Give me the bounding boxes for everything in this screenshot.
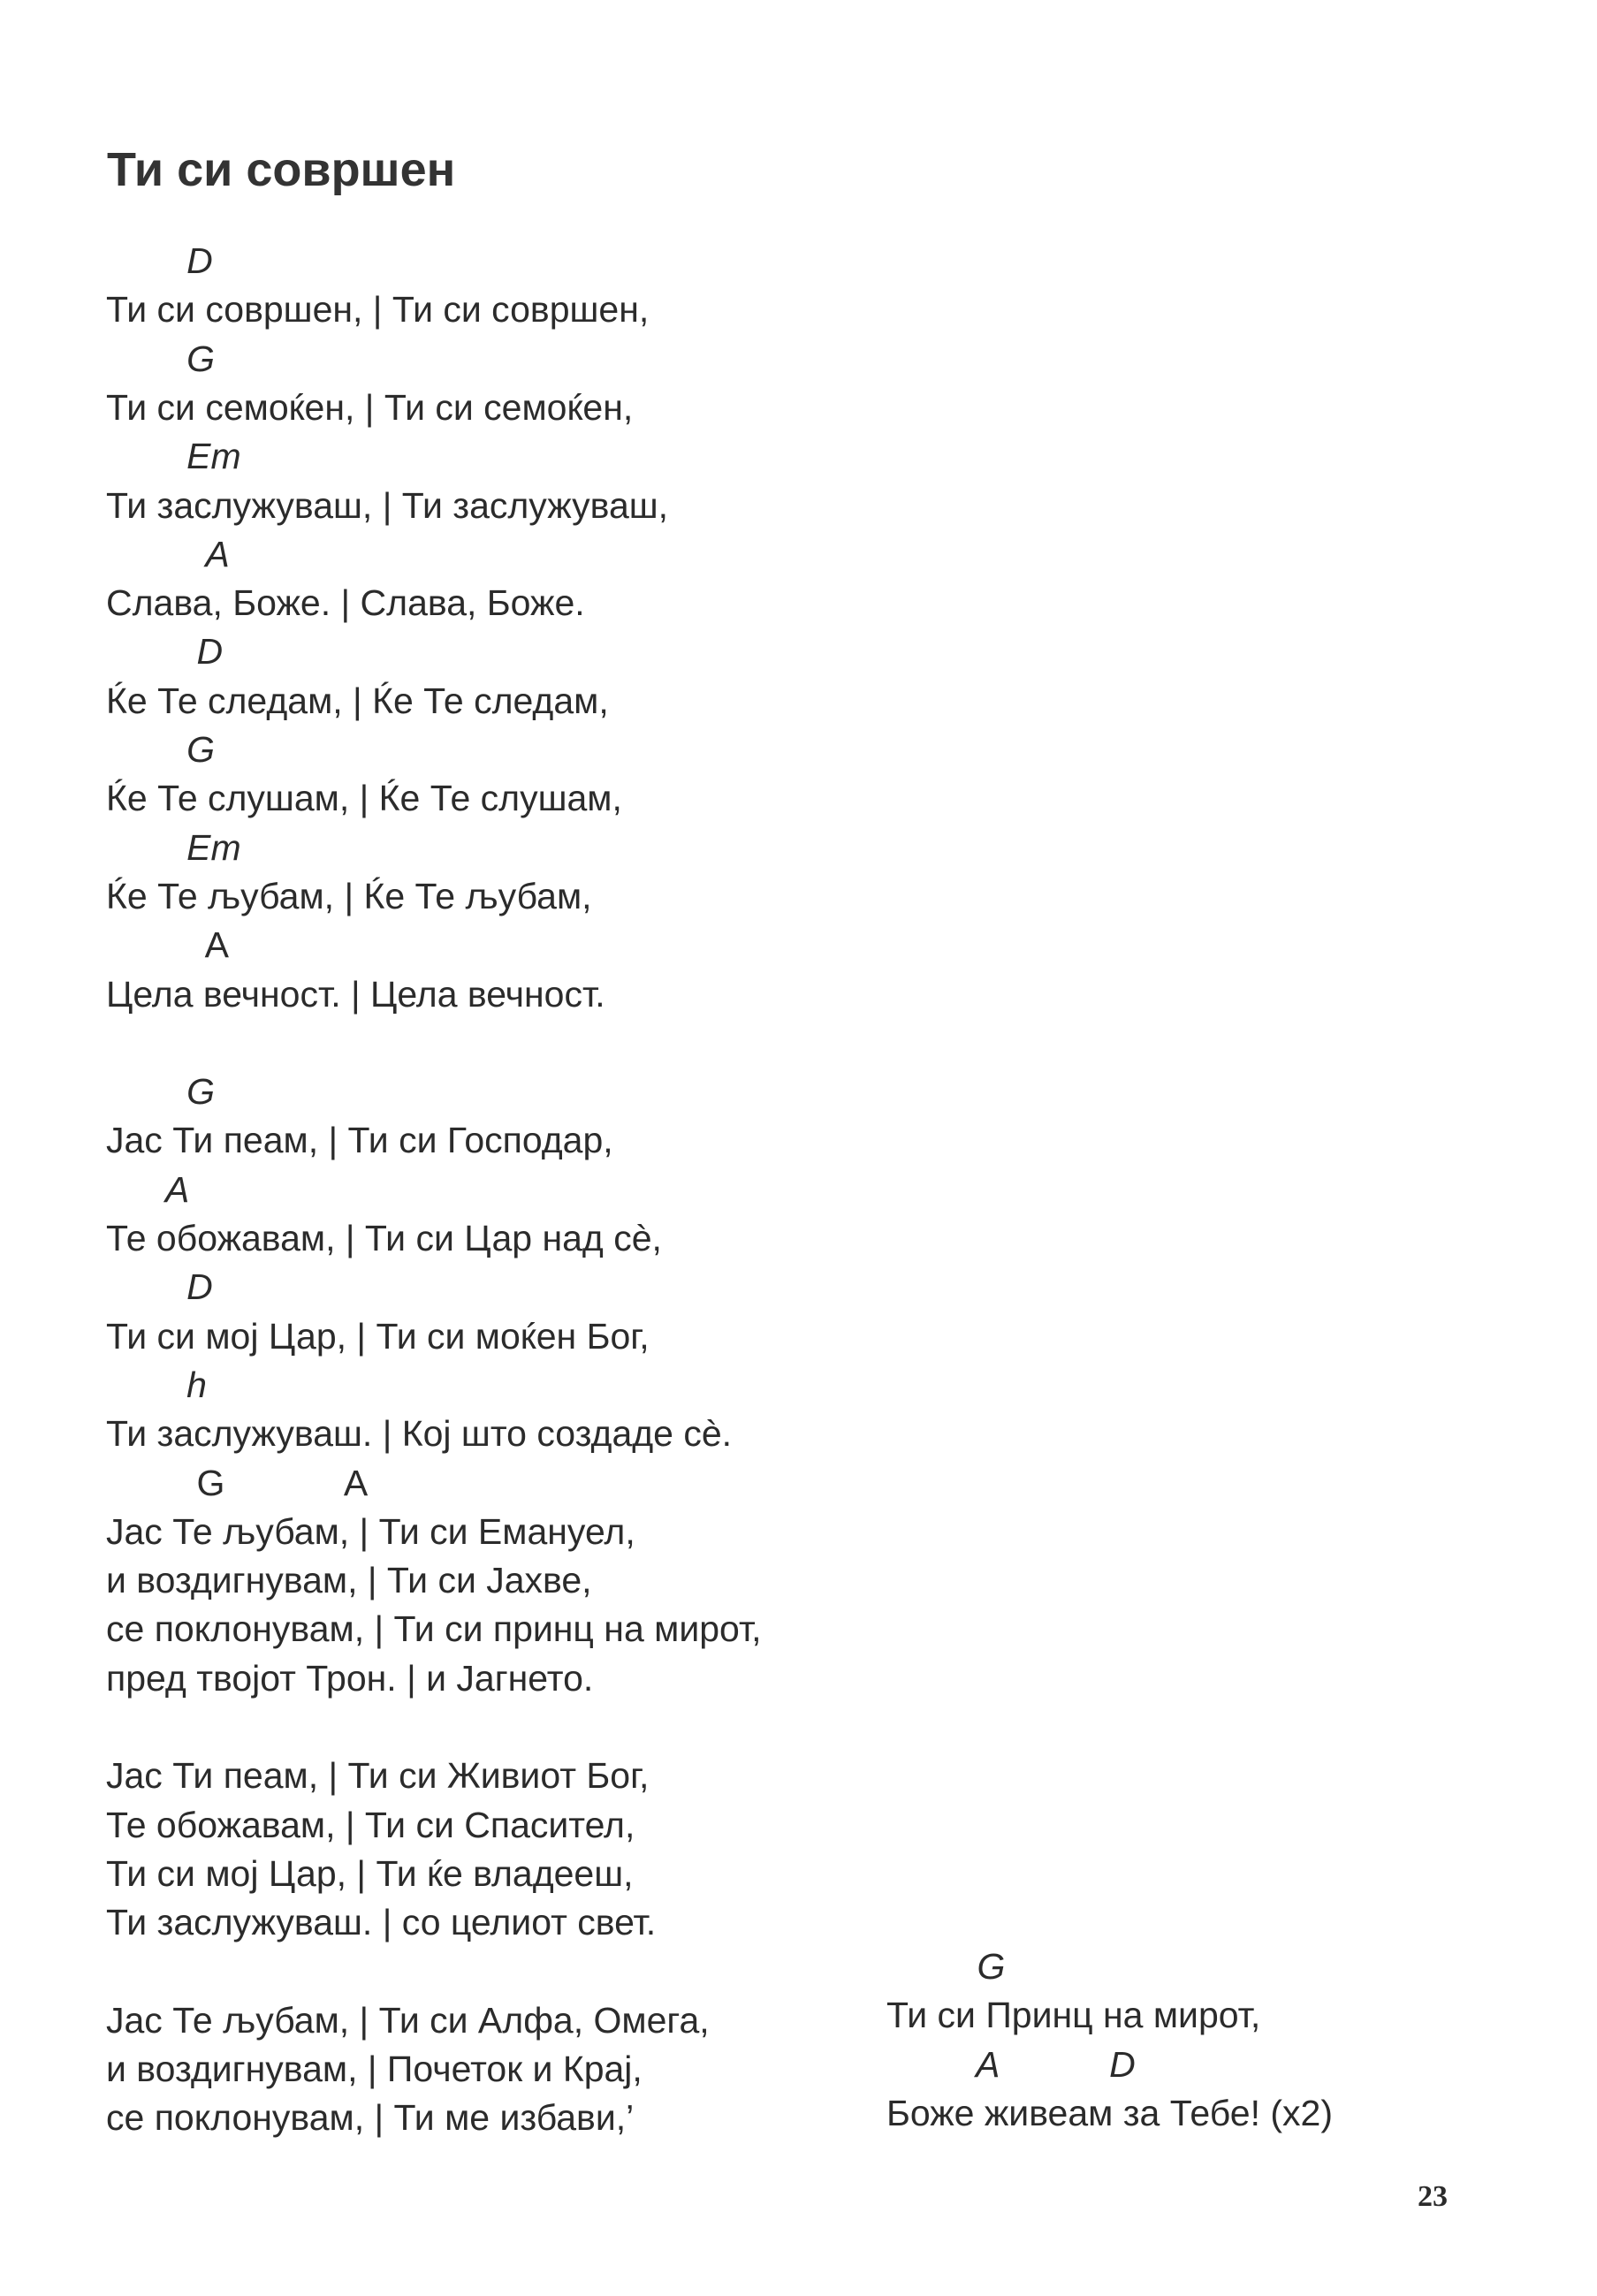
lyric-line: Ти си мој Цар, | Ти си моќен Бог, (106, 1315, 650, 1357)
lyric-line: се поклонувам, | Ти си принц на мирот, (106, 1608, 762, 1650)
lyric-line: Ти заслужуваш. | со целиот свет. (106, 1902, 657, 1943)
lyric-line: и воздигнувам, | Ти си Јахве, (106, 1560, 592, 1601)
chord-line: D (106, 631, 224, 673)
chord-line: G (106, 729, 216, 770)
lyric-line: и воздигнувам, | Почеток и Крај, (106, 2049, 643, 2090)
lyric-line: Ќе Те слушам, | Ќе Те слушам, (106, 778, 622, 819)
chord-line: A (106, 1168, 190, 1210)
chord-line: h (106, 1364, 207, 1405)
chord-line: G (106, 338, 216, 379)
lyric-line: Те обожавам, | Ти си Спасител, (106, 1804, 635, 1845)
lyric-line: Ќе Те љубам, | Ќе Те љубам, (106, 875, 592, 916)
lyric-line: Боже живеам за Тебе! (x2) (886, 2092, 1333, 2133)
chord-line: A (106, 924, 229, 966)
chord-line: D (106, 1266, 213, 1308)
lyric-line: Јас Те љубам, | Ти си Емануел, (106, 1510, 635, 1552)
chord-line: G (106, 1071, 216, 1113)
chord-line: D (106, 240, 213, 281)
lyric-line: Ти заслужуваш, | Ти заслужуваш, (106, 484, 669, 526)
lyric-line: Слава, Боже. | Слава, Боже. (106, 582, 585, 624)
lyric-line: Ќе Те следам, | Ќе Те следам, (106, 680, 609, 721)
chord-line: G (886, 1946, 1006, 1987)
lyric-line: Ти си Принц на мирот, (886, 1995, 1261, 2036)
song-title: Ти си совршен (107, 143, 456, 196)
chord-line: A D (886, 2043, 1136, 2085)
lyric-line: Јас Ти пеам, | Ти си Живиот Бог, (106, 1755, 650, 1797)
lyric-line: Јас Ти пеам, | Ти си Господар, (106, 1120, 613, 1161)
lyric-line: Ти си семоќен, | Ти си семоќен, (106, 386, 634, 428)
page-number: 23 (1418, 2180, 1448, 2213)
chord-line: A (106, 533, 230, 574)
lyric-line: Јас Те љубам, | Ти си Алфа, Омега, (106, 1999, 710, 2041)
chord-line: Em (106, 436, 241, 477)
lyric-line: Цела вечност. | Цела вечност. (106, 973, 605, 1015)
lyric-line: се поклонувам, | Ти ме избави,’ (106, 2097, 635, 2139)
lyric-line: пред твојот Трон. | и Јагнето. (106, 1657, 594, 1699)
lyric-line: Ти си совршен, | Ти си совршен, (106, 289, 650, 331)
chord-line: Em (106, 826, 241, 868)
lyric-line: Те обожавам, | Ти си Цар над сè, (106, 1218, 662, 1258)
chord-line: G A (106, 1462, 369, 1503)
lyric-line: Ти заслужуваш. | Кој што создаде сè. (106, 1413, 733, 1455)
lyric-line: Ти си мој Цар, | Ти ќе владееш, (106, 1852, 634, 1894)
